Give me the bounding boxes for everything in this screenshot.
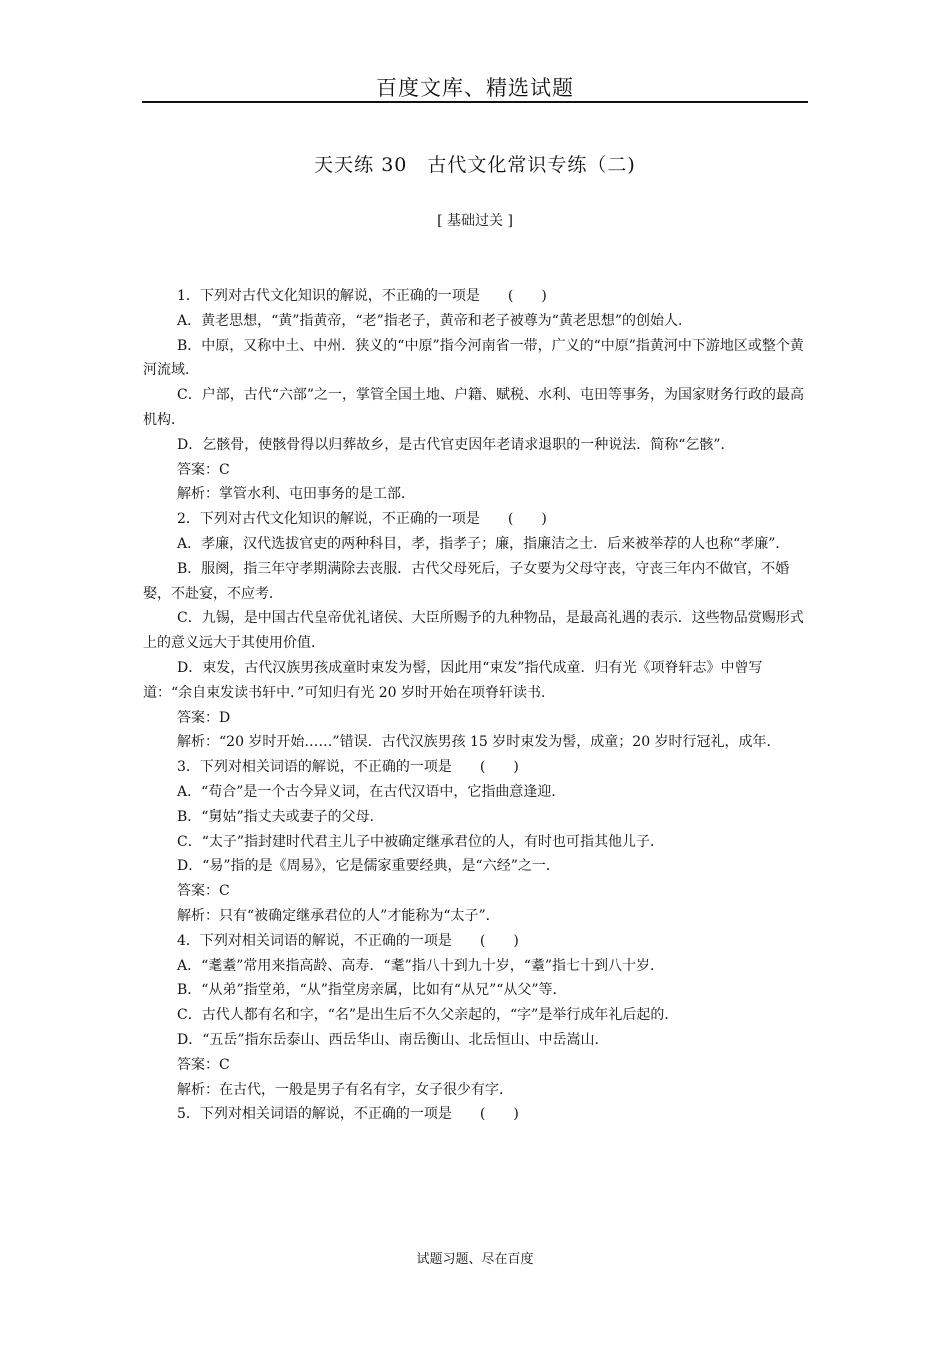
option-c: C．古代人都有名和字，“名”是出生后不久父亲起的，“字”是举行成年礼后起的．: [177, 1007, 679, 1024]
page-footer: 试题习题、尽在百度: [416, 1252, 534, 1267]
option-d: D．“易”指的是《周易》，它是儒家重要经典，是“六经”之一．: [177, 858, 560, 875]
option-a: A．黄老思想，“黄”指黄帝，“老”指老子，黄帝和老子被尊为“黄老思想”的创始人．: [177, 312, 693, 329]
page-header-title: 百度文库、精选试题: [376, 76, 574, 100]
option-c: C．“太子”指封建时代君主儿子中被确定继承君位的人，有时也可指其他儿子．: [177, 833, 665, 850]
question-stem: 5．下列对相关词语的解说，不正确的一项是 ( ): [177, 1106, 519, 1123]
analysis: 解析：“20 岁时开始……”错误．古代汉族男孩 15 岁时束发为髻，成童；20 岁时行冠礼，成年．: [177, 734, 781, 751]
option-a: A．“耄耋”常用来指高龄、高寿．“耄”指八十到九十岁，“耋”指七十到八十岁．: [177, 957, 665, 974]
option-d: D．乞骸骨，使骸骨得以归葬故乡，是古代官吏因年老请求退职的一种说法．简称“乞骸”．: [177, 436, 735, 453]
question-stem: 4．下列对相关词语的解说，不正确的一项是 ( ): [177, 932, 519, 949]
option-b: B．服阕，指三年守孝期满除去丧服．古代父母死后，子女要为父母守丧，守丧三年内不做官，不婚娶，不赴宴，不应考．: [143, 560, 790, 602]
section-label: [ 基础过关 ]: [437, 213, 513, 229]
option-d: D．束发，古代汉族男孩成童时束发为髻，因此用“束发”指代成童．归有光《项脊轩志》中曾写道：“余自束发读书轩中．”可知归有光 20 岁时开始在项脊轩读书．: [143, 659, 763, 701]
option-b: B．“从弟”指堂弟，“从”指堂房亲属，比如有“从兄”“从父”等．: [177, 982, 567, 999]
option-a: A．孝廉，汉代选拔官吏的两种科目，孝，指孝子；廉，指廉洁之士．后来被举荐的人也称“孝廉”．: [177, 535, 790, 552]
analysis: 解析：掌管水利、屯田事务的是工部．: [177, 486, 415, 503]
option-b: B．“舅姑”指丈夫或妻子的父母．: [177, 808, 384, 825]
question-stem: 2．下列对古代文化知识的解说，不正确的一项是 ( ): [177, 511, 547, 528]
question-list: [143, 284, 805, 1127]
option-c: C．户部，古代“六部”之一，掌管全国土地、户籍、赋税、水利、屯田等事务，为国家财务行政的最高机构．: [143, 387, 805, 428]
answer: 答案：D: [177, 709, 231, 726]
analysis: 解析：在古代，一般是男子有名有字，女子很少有字．: [177, 1081, 513, 1098]
option-b: B．中原，又称中土、中州．狭义的“中原”指今河南省一带，广义的“中原”指黄河中下游地区或整个黄河流域．: [143, 337, 804, 379]
option-c: C．九锡，是中国古代皇帝优礼诸侯、大臣所赐予的九种物品，是最高礼遇的表示．这些物品赏赐形式上的意义远大于其使用价值．: [143, 610, 804, 652]
question-stem: 3．下列对相关词语的解说，不正确的一项是 ( ): [177, 759, 519, 776]
option-d: D．“五岳”指东岳泰山、西岳华山、南岳衡山、北岳恒山、中岳嵩山．: [177, 1031, 609, 1048]
analysis: 解析：只有“被确定继承君位的人”才能称为“太子”．: [177, 907, 500, 924]
question-stem: 1．下列对古代文化知识的解说，不正确的一项是 ( ): [177, 288, 547, 304]
answer: 答案：C: [177, 1056, 230, 1073]
option-a: A．“苟合”是一个古今异义词，在古代汉语中，它指曲意逢迎．: [177, 783, 566, 800]
answer: 答案：C: [177, 461, 230, 478]
header-divider: [142, 101, 808, 103]
answer: 答案：C: [177, 883, 230, 900]
document-title: 天天练 30 古代文化常识专练（二): [314, 154, 636, 176]
